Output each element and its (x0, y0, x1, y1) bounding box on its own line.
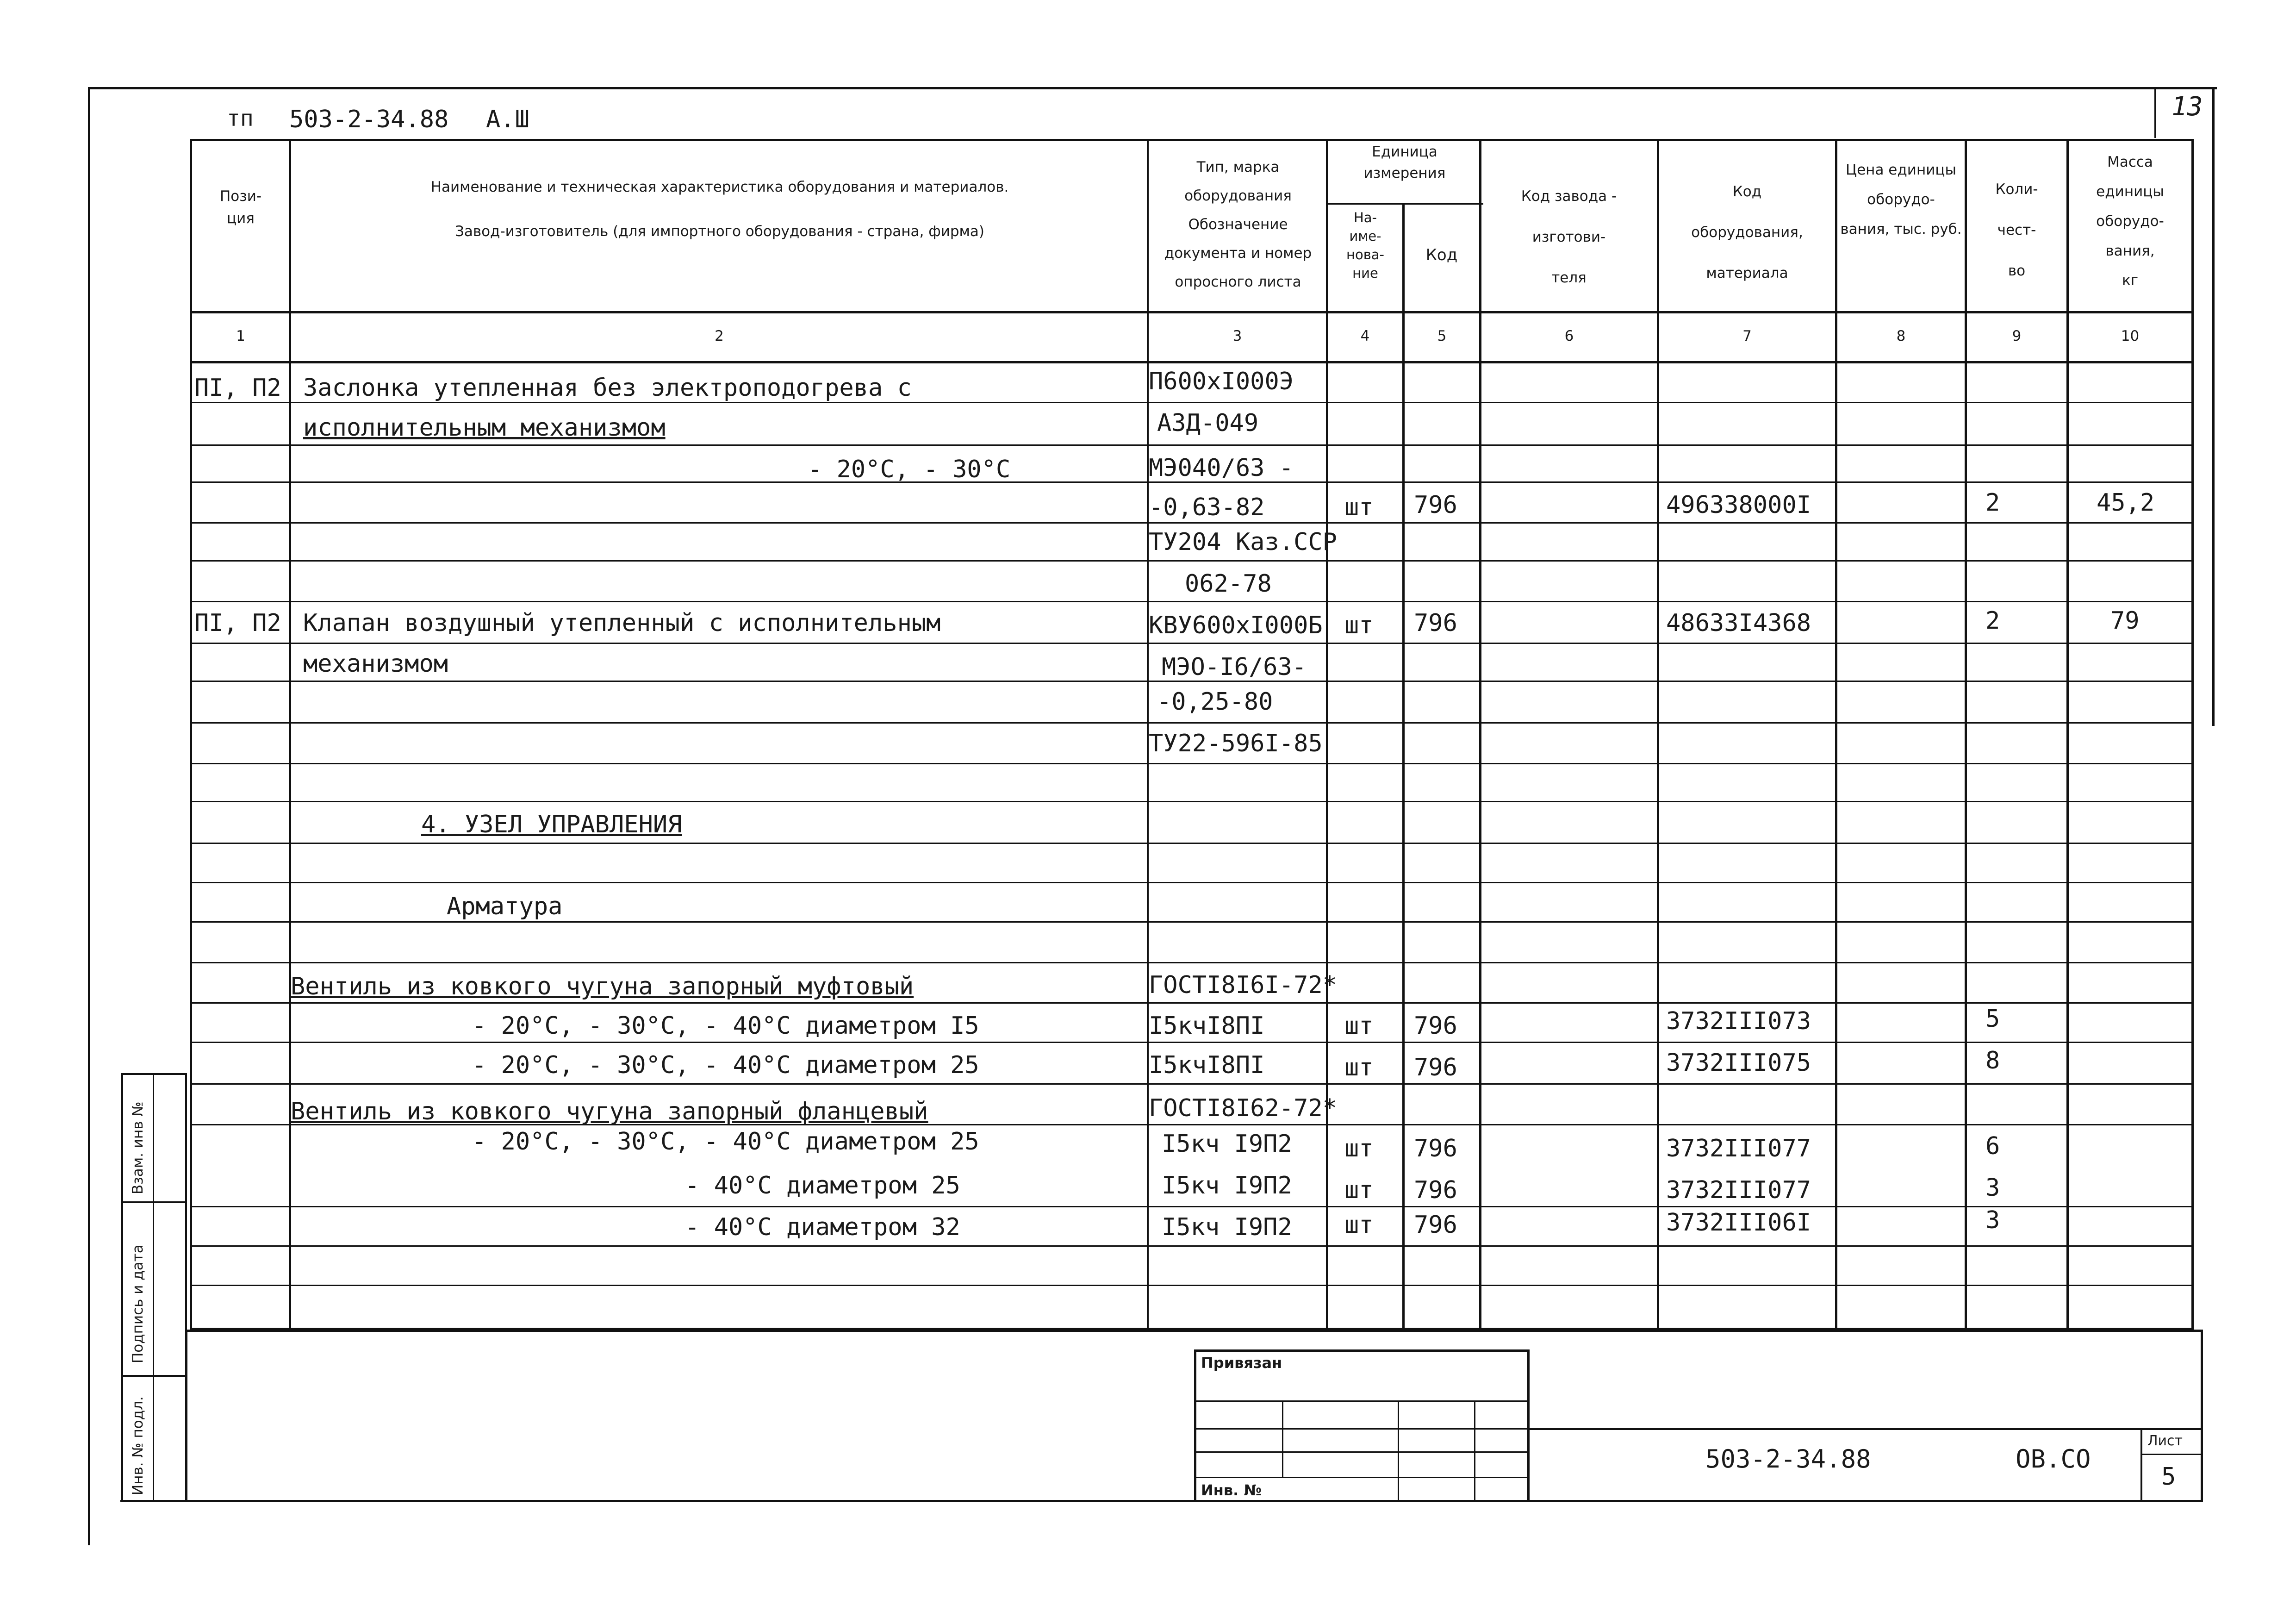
table-row-unit: шт (1344, 612, 1374, 639)
table-row-quantity: 2 (1985, 489, 2000, 517)
col-num-6: 6 (1564, 328, 1574, 344)
col-border-8 (1965, 139, 1967, 1330)
col-num-8: 8 (1896, 328, 1906, 344)
privyazan-vline2 (1398, 1400, 1399, 1501)
privyazan-line2 (1194, 1428, 1530, 1430)
privyazan-line1 (1194, 1400, 1530, 1402)
subsection-title: Арматура (447, 893, 563, 920)
table-row-unit: шт (1344, 1135, 1374, 1162)
bottom-frame-top (185, 1330, 2203, 1332)
row-line (190, 962, 2194, 963)
table-row-quantity: 5 (1985, 1005, 2000, 1033)
table-row-name: - 40°С диаметром 25 (685, 1172, 960, 1199)
table-row-type: I5кч I9П2 (1162, 1213, 1292, 1241)
col-border-5 (1479, 139, 1481, 1330)
header-bottom-line (190, 311, 2194, 313)
table-row-equipment-code: 3732III075 (1666, 1049, 1811, 1077)
col-header-position: Пози- ция (219, 188, 262, 227)
list-number: 5 (2161, 1463, 2176, 1491)
col-border-4 (1402, 203, 1405, 1330)
page-number: 13 (2172, 92, 2203, 122)
table-row-name: Вентиль из ковкого чугуна запорный фланцевый (291, 1098, 928, 1125)
col-header-type: Тип, марка оборудования Обозначение документа и номер опросного листа (1164, 159, 1312, 290)
table-row-unit-code: 796 (1414, 1012, 1457, 1040)
table-row-type: I5кчI8ПI (1149, 1051, 1265, 1079)
table-row-name: - 20°С, - 30°С, - 40°С диаметром 25 (472, 1128, 979, 1156)
table-row-unit-code: 796 (1414, 1176, 1457, 1204)
side-stamp-divider (153, 1073, 154, 1501)
col-header-price: Цена единицы оборудо- вания, тыс. руб. (1840, 162, 1962, 237)
table-row-type: АЗД-049 (1157, 409, 1259, 437)
list-box-mid (2140, 1454, 2203, 1455)
table-row-type: ГОСТI8I62-72* (1149, 1094, 1337, 1122)
table-row-type: МЭО-I6/63- (1162, 653, 1307, 681)
bottom-frame-bottom (120, 1500, 2203, 1502)
table-row-type: I5кч I9П2 (1162, 1172, 1292, 1199)
table-row-name: - 20°С, - 30°С, - 40°С диаметром I5 (472, 1012, 979, 1040)
col-header-factory-code: Код завода - изготови- теля (1521, 188, 1617, 286)
table-row-type: I5кч I9П2 (1162, 1130, 1292, 1158)
table-row-type: ТУ204 Каз.ССР (1149, 528, 1337, 556)
table-row-name: Заслонка утепленная без электроподогрева с (303, 374, 912, 402)
table-row-type: МЭ040/63 - (1149, 454, 1294, 482)
inventory-label: Инв. № (1201, 1481, 1262, 1499)
table-row-unit-code: 796 (1414, 491, 1457, 519)
table-row-unit-code: 796 (1414, 1211, 1457, 1239)
privyazan-box-top (1194, 1349, 1530, 1352)
table-row-unit: шт (1344, 1054, 1374, 1081)
header-album: А.Ш (486, 106, 529, 133)
table-row-type: ГОСТI8I6I-72* (1149, 971, 1337, 999)
col-header-unit-name: На- име- нова- ние (1346, 210, 1385, 281)
table-row-unit: шт (1344, 1176, 1374, 1204)
col-header-unit-code: Код (1425, 246, 1458, 264)
table-row-equipment-code: 3732III077 (1666, 1176, 1811, 1204)
col-border-6 (1657, 139, 1659, 1330)
privyazan-line4 (1194, 1477, 1530, 1478)
row-line (190, 882, 2194, 883)
table-row-type: I5кчI8ПI (1149, 1012, 1265, 1040)
table-row-unit-code: 796 (1414, 1135, 1457, 1162)
table-row-type: -0,63-82 (1149, 493, 1265, 521)
col-header-unit-group: Единица измерения (1363, 144, 1446, 181)
privyazan-box-left (1194, 1349, 1196, 1502)
privyazan-line3 (1194, 1451, 1530, 1453)
col-border-1 (289, 139, 291, 1330)
col-header-equipment-code: Код оборудования, материала (1691, 183, 1803, 281)
col-border-9 (2066, 139, 2069, 1330)
table-row-quantity: 8 (1985, 1047, 2000, 1074)
col-header-name: Наименование и техническая характеристика оборудования и материалов. Завод-изготовитель (для импортного оборудования - страна, фирма) (430, 179, 1009, 240)
side-stamp-inventory: Инв. № подл. (130, 1396, 146, 1495)
table-row-equipment-code: 3732III06I (1666, 1209, 1811, 1237)
table-row-equipment-code: 3732III077 (1666, 1135, 1811, 1162)
side-stamp-right (185, 1073, 187, 1501)
privyazan-vline1 (1282, 1400, 1283, 1477)
table-row-pos: ПI, П2 (194, 374, 281, 402)
table-row-unit: шт (1344, 493, 1374, 521)
unit-subheader-line (1326, 203, 1483, 205)
side-stamp-signature: Подпись и дата (130, 1244, 146, 1363)
doc-block-top (1530, 1428, 2203, 1430)
side-stamp-replaces: Взам. инв № (130, 1101, 146, 1194)
privyazan-label: Привязан (1201, 1354, 1282, 1372)
list-label: Лист (2147, 1433, 2183, 1449)
col-num-9: 9 (2012, 328, 2022, 344)
table-row-type: П600хI000Э (1149, 368, 1294, 395)
table-row-pos: ПI, П2 (194, 609, 281, 637)
col-border-3 (1326, 139, 1328, 1330)
table-row-unit: шт (1344, 1211, 1374, 1239)
table-row-quantity: 3 (1985, 1206, 2000, 1234)
col-num-2: 2 (715, 328, 724, 344)
side-stamp-left (121, 1073, 123, 1501)
table-row-mass: 45,2 (2097, 489, 2155, 517)
privyazan-box-right (1527, 1349, 1530, 1502)
table-row-quantity: 2 (1985, 607, 2000, 635)
col-header-mass: Масса единицы оборудо- вания, кг (2096, 154, 2164, 289)
col-num-10: 10 (2121, 328, 2140, 344)
section-title: 4. УЗЕЛ УПРАВЛЕНИЯ (421, 811, 682, 838)
table-row-type: 062-78 (1185, 570, 1272, 598)
list-box-left (2140, 1428, 2142, 1501)
col-num-5: 5 (1437, 328, 1447, 344)
row-line (190, 1285, 2194, 1286)
table-row-unit-code: 796 (1414, 1054, 1457, 1081)
table-row-quantity: 6 (1985, 1132, 2000, 1160)
table-row-equipment-code: 48633I4368 (1666, 609, 1811, 637)
col-num-7: 7 (1742, 328, 1752, 344)
doc-code: 503-2-34.88 (1705, 1444, 1871, 1474)
row-line (190, 801, 2194, 802)
col-border-0 (190, 139, 192, 1330)
col-header-quantity: Коли- чест- во (1995, 181, 2038, 279)
col-num-4: 4 (1360, 328, 1370, 344)
table-row-name: Вентиль из ковкого чугуна запорный муфтовый (291, 973, 914, 1000)
table-row-name: Клапан воздушный утепленный с исполнительным (303, 609, 941, 637)
header-doc-code: 503-2-34.88 (289, 106, 449, 133)
table-row-equipment-code: 496338000I (1666, 491, 1811, 519)
table-row-mass: 79 (2110, 607, 2140, 635)
table-top-line (190, 139, 2194, 141)
col-border-10 (2191, 139, 2194, 1330)
col-num-1: 1 (236, 328, 245, 344)
table-row-name: - 20°С, - 30°С, - 40°С диаметром 25 (472, 1051, 979, 1079)
table-row-name: механизмом (303, 650, 448, 678)
table-row-type: -0,25-80 (1157, 688, 1273, 716)
privyazan-vline3 (1474, 1400, 1475, 1501)
sheet-code: ОВ.СО (2016, 1444, 2091, 1474)
col-border-7 (1835, 139, 1837, 1330)
table-row-quantity: 3 (1985, 1174, 2000, 1202)
table-row-equipment-code: 3732III073 (1666, 1007, 1811, 1035)
table-row-unit: шт (1344, 1012, 1374, 1040)
table-row-type: КВУ600хI000Б (1149, 612, 1323, 639)
table-row-name: исполнительным механизмом (303, 414, 666, 442)
col-num-3: 3 (1232, 328, 1242, 344)
table-row-name: - 20°С, - 30°С (808, 456, 1011, 483)
table-row-name: - 40°С диаметром 32 (685, 1213, 960, 1241)
header-tp: тп (227, 106, 254, 131)
bottom-frame-right (2201, 1330, 2203, 1502)
table-row-unit-code: 796 (1414, 609, 1457, 637)
table-row-type: ТУ22-596I-85 (1149, 730, 1323, 757)
